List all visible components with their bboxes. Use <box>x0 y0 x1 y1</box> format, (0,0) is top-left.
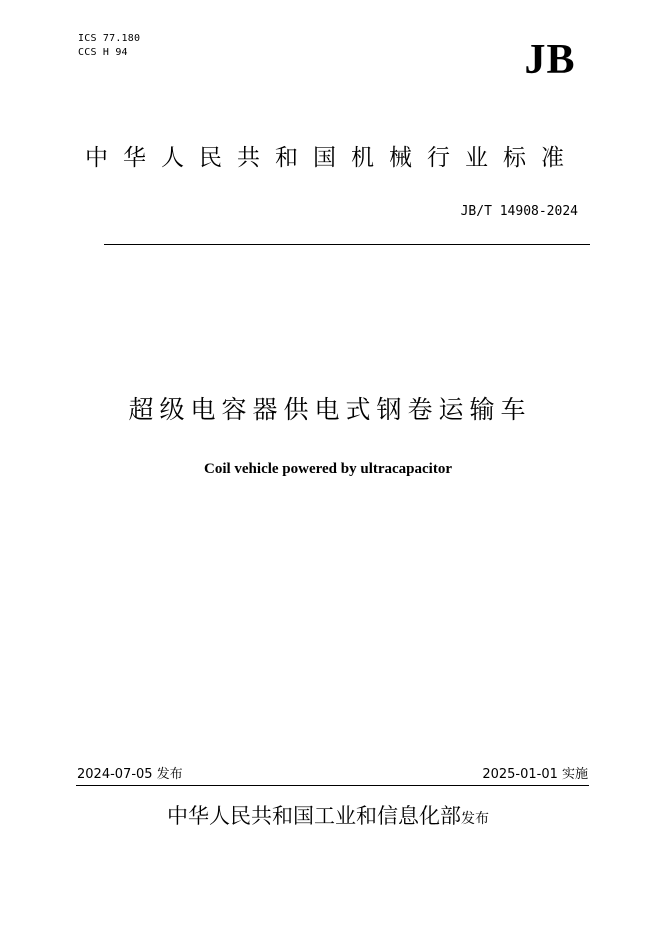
ics-code: ICS 77.180 <box>78 33 141 44</box>
header-divider <box>104 244 590 245</box>
ccs-code: CCS H 94 <box>78 47 128 58</box>
publisher-line <box>100 800 556 835</box>
implementation-date: 2025-01-01 实施 <box>482 767 588 782</box>
publisher-organization: 中华人民共和国工业和信息化部 <box>167 804 461 828</box>
standard-number: JB/T 14908-2024 <box>460 204 578 219</box>
document-title-english: Coil vehicle powered by ultracapacitor <box>203 461 453 477</box>
classification-codes <box>78 32 140 60</box>
issue-date: 2024-07-05 发布 <box>77 767 183 782</box>
standard-category: 中华人民共和国机械行业标准 <box>85 145 579 171</box>
publisher-suffix: 发布 <box>461 811 489 827</box>
document-title-chinese: 超级电容器供电式钢卷运输车 <box>128 395 532 424</box>
footer-divider <box>76 785 589 786</box>
standard-mark: JB <box>524 37 576 83</box>
